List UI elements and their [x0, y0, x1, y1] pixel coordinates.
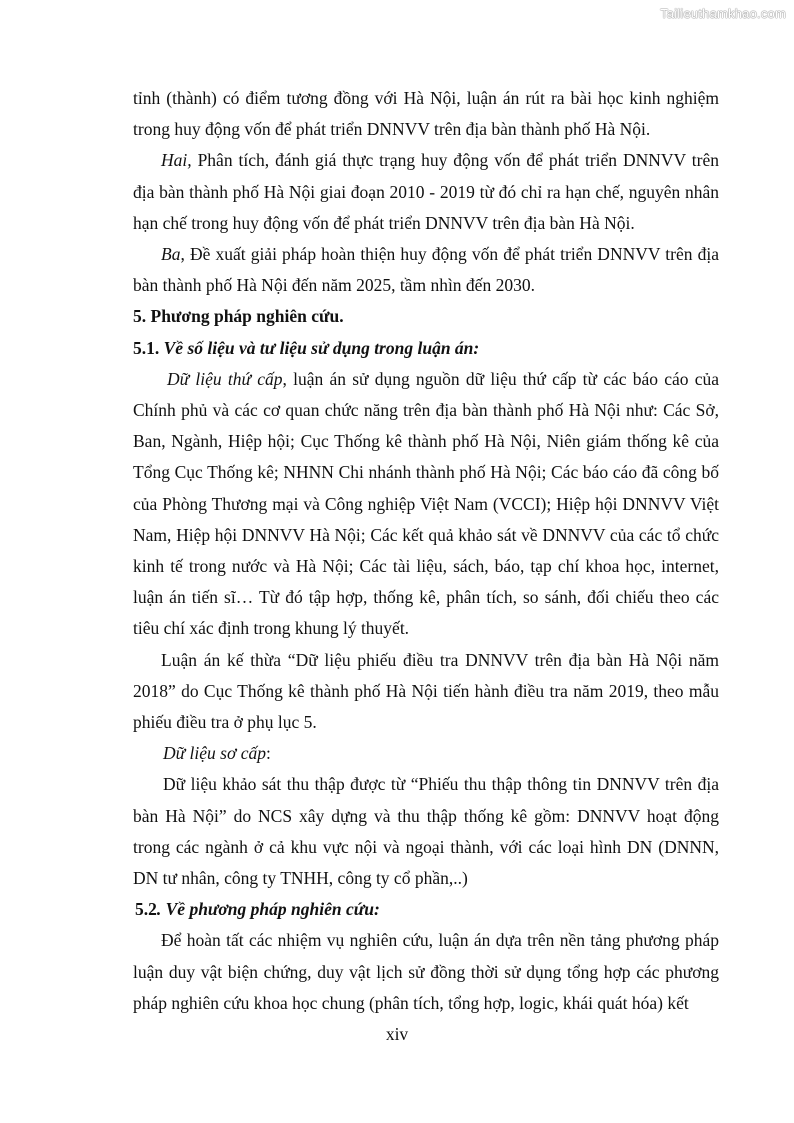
- subsection-heading-5-1: [133, 333, 719, 364]
- paragraph-2-lead: Hai,: [161, 150, 192, 171]
- paragraph-2-text: Phân tích, đánh giá thực trạng huy động vốn để phát triển DNNVV trên địa bàn thành phố Hà Nội giai đoạn 2010 - 2019 từ đó chỉ ra hạn chế, nguyên nhân hạn chế trong huy động vốn để phát triển DNNVV trên địa bàn Hà Nội.: [133, 150, 719, 233]
- paragraph-secondary-data: [133, 364, 719, 645]
- primary-data-heading: [133, 738, 719, 769]
- paragraph-primary-data: Dữ liệu khảo sát thu thập được từ “Phiếu thu thập thông tin DNNVV trên địa bàn Hà Nội” do NCS xây dựng và thu thập thống kê gồm: DNNVV hoạt động trong các ngành ở cả khu vực nội và ngoại thành, với các loại hình DN (DNNN, DN tư nhân, công ty TNHH, công ty cổ phần,..): [133, 774, 719, 889]
- primary-data-label: Dữ liệu sơ cấp: [163, 743, 266, 764]
- watermark-text: Tailieuthamkhao.com: [660, 6, 786, 21]
- secondary-data-lead: Dữ liệu thứ cấp: [167, 368, 283, 389]
- paragraph-3-text: , Đề xuất giải pháp hoàn thiện huy động vốn để phát triển DNNVV trên địa bàn thành phố Hà Nội đến năm 2025, tầm nhìn đến 2030.: [133, 244, 719, 296]
- paragraph-3-lead: Ba: [161, 244, 181, 265]
- section-heading-5: 5. Phương pháp nghiên cứu.: [133, 306, 344, 327]
- secondary-data-text: , luận án sử dụng nguồn dữ liệu thứ cấp từ các báo cáo của Chính phủ và các cơ quan chức năng trên địa bàn thành phố Hà Nội như: Các Sở, Ban, Ngành, Hiệp hội; Cục Thống kê thành phố Hà Nội, Niên giám thống kê của Tổng Cục Thống kê; NHNN Chi nhánh thành phố Hà Nội; Các báo cáo đã công bố của Phòng Thương mại và Công nghiệp Việt Nam (VCCI); Hiệp hội DNNVV Việt Nam, Hiệp hội DNNVV Hà Nội; Các kết quả khảo sát về DNNVV của các tổ chức kinh tế trong nước và Hà Nội; Các tài liệu, sách, báo, tạp chí khoa học, internet, luận án tiến sĩ… Từ đó tập hợp, thống kê, phân tích, so sánh, đối chiếu theo các tiêu chí xác định trong khung lý thuyết.: [133, 368, 719, 639]
- subsection-heading-5-2: [133, 894, 719, 925]
- page-number: xiv: [385, 1024, 409, 1044]
- document-body: [133, 83, 719, 1019]
- subsection-5-2-title: . Về phương pháp nghiên cứu:: [156, 899, 380, 920]
- paragraph-1: tỉnh (thành) có điểm tương đồng với Hà Nội, luận án rút ra bài học kinh nghiệm trong huy động vốn để phát triển DNNVV trên địa bàn thành phố Hà Nội.: [133, 88, 719, 140]
- subsection-5-1-title: Về số liệu và tư liệu sử dụng trong luận án:: [159, 337, 480, 358]
- subsection-5-2-number: 5.2: [135, 899, 157, 920]
- paragraph-2: [133, 145, 719, 239]
- paragraph-methodology: Để hoàn tất các nhiệm vụ nghiên cứu, luận án dựa trên nền tảng phương pháp luận duy vật biện chứng, duy vật lịch sử đồng thời sử dụng tổng hợp các phương pháp nghiên cứu khoa học chung (phân tích, tổng hợp, logic, khái quát hóa) kết: [133, 930, 719, 1013]
- subsection-5-1-number: 5.1.: [133, 337, 160, 358]
- paragraph-inherited-survey: Luận án kế thừa “Dữ liệu phiếu điều tra DNNVV trên địa bàn Hà Nội năm 2018” do Cục Thống kê thành phố Hà Nội tiến hành điều tra năm 2019, theo mẫu phiếu điều tra ở phụ lục 5.: [133, 649, 719, 733]
- primary-data-colon: :: [265, 743, 271, 764]
- paragraph-3: [133, 239, 719, 301]
